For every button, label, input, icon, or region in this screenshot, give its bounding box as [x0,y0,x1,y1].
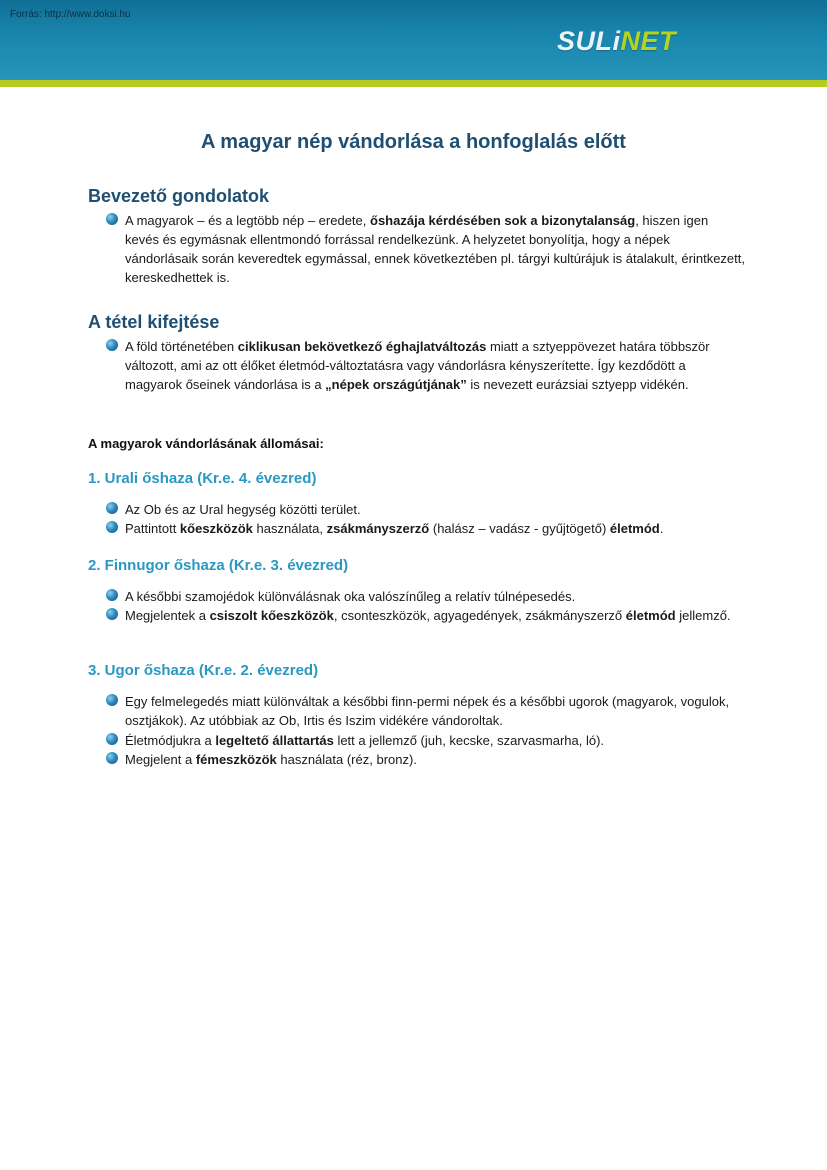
stations-label: A magyarok vándorlásának állomásai: [88,436,324,451]
logo-main: SULi [557,26,621,56]
ugor-heading: 3. Ugor őshaza (Kr.e. 2. évezred) [88,662,319,679]
finnugor-bullet-1: A későbbi szamojédok különválásnak oka valószínűleg a relatív túlnépesedés. [125,589,576,604]
bullet-icon [106,608,118,620]
ugor-bullet-2: Életmódjukra a legeltető állattartás lett a jellemző (juh, kecske, szarvasmarha, ló). [125,733,605,748]
ural-bullet-2: Pattintott kőeszközök használata, zsákmányszerző (halász – vadász - gyűjtögető) életmód. [125,521,664,536]
sulinet-logo [557,26,676,57]
ugor-bullet-3: Megjelent a fémeszközök használata (réz, bronz). [125,752,417,767]
thesis-paragraph: A föld történetében ciklikusan bekövetkező éghajlatváltozás miatt a sztyeppövezet határa többször változott, ami az ott élőket életmód-változtatásra vagy vándorlásra kényszerítette. Így kezdődött a magyarok őseinek vándorlása is a „népek országútjának” is nevezett eurázsiai sztyepp vidékén. [125,339,710,392]
bullet-icon [106,694,118,706]
bullet-icon [106,339,118,351]
bullet-icon [106,733,118,745]
source-link[interactable]: Forrás: http://www.doksi.hu [10,9,131,20]
page-header [0,0,827,80]
bullet-icon [106,502,118,514]
bullet-icon [106,589,118,601]
ugor-bullet-1: Egy felmelegedés miatt különváltak a későbbi finn-permi népek és a későbbi ugorok (magyarok, vogulok, osztjákok). Az utóbbiak az Ob, Irtis és Iszim vidékére vándoroltak. [125,694,730,728]
bullet-icon [106,213,118,225]
bullet-icon [106,752,118,764]
finnugor-bullet-2: Megjelentek a csiszolt kőeszközök, csonteszközök, agyagedények, zsákmányszerző életmód jellemző. [125,608,731,623]
page-title: A magyar nép vándorlása a honfoglalás előtt [201,131,626,153]
intro-heading: Bevezető gondolatok [88,186,270,206]
header-stripe [0,80,827,87]
ural-heading: 1. Urali őshaza (Kr.e. 4. évezred) [88,470,317,487]
ural-bullet-1: Az Ob és az Ural hegység közötti terület. [125,502,361,517]
logo-accent: NET [620,26,677,56]
bullet-icon [106,521,118,533]
finnugor-heading: 2. Finnugor őshaza (Kr.e. 3. évezred) [88,557,349,574]
intro-paragraph: A magyarok – és a legtöbb nép – eredete, őshazája kérdésében sok a bizonytalanság, hiszen igen kevés és egymásnak ellentmondó forrással rendelkezünk. A helyzetet bonyolítja, hogy a népek vándorlásaik során keveredtek egymással, ennek következtében pl. tárgyi kultúrájuk is átalakult, érintkezett, kereskedhettek is. [125,213,745,285]
thesis-heading: A tétel kifejtése [88,312,220,332]
